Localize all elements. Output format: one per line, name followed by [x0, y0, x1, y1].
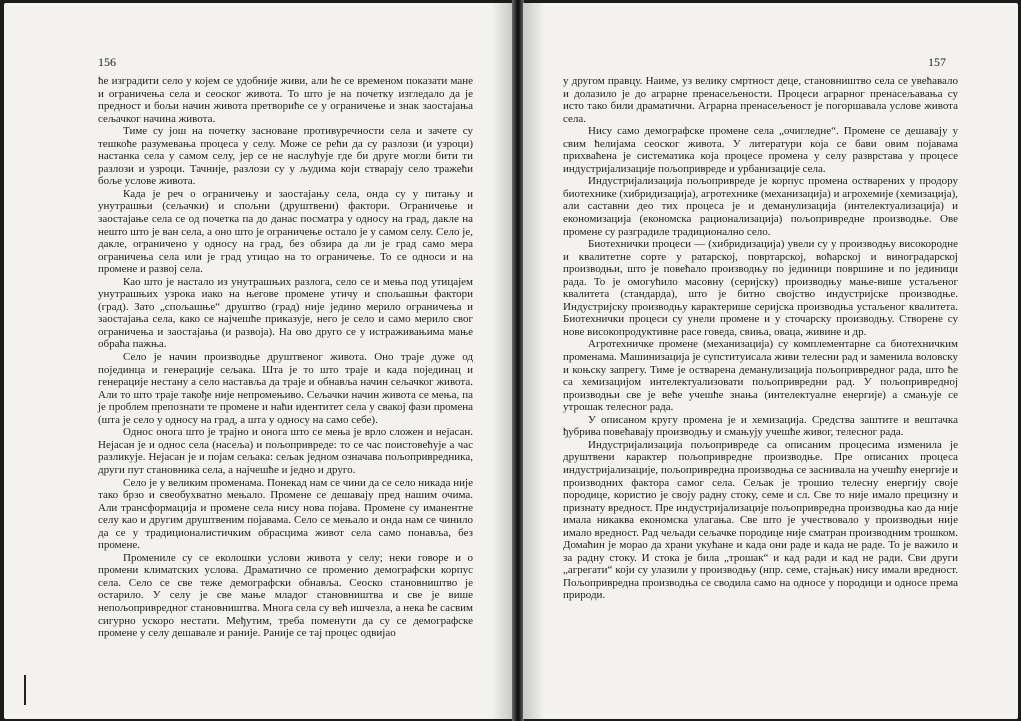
margin-mark	[24, 675, 26, 705]
paragraph: Однос онога што је трајно и онога што се мења је врло сложен и нејасан. Нејасан је и однос села (насеља) и пољопривреде: то се час поистовећује а час разликује. Нејасан је и појам сељака: сељак једном означава пољопривредника, други пут становника села, а најчешће и једно и друго.	[98, 426, 473, 476]
paragraph: Биотехнички процеси — (хибридизација) увели су у производњу високородне и квалитетне сорте у ратарској, повртарској, воћарској и виноградарској производњи, што је повећало производњу по јединици површине и по јединици рада. То је омогућило масовну (серијску) производњу мање-више устаљеног квалитета (стандарда), што је битно својство индустријске производње. Индустријску производњу карактерише серијска производња устаљеног квалитета. Биотехнички процеси су унели промене и у сточарску производњу. Створене су нове високопродуктивне расе говеда, свиња, оваца, живине и др.	[563, 238, 958, 338]
paragraph: Агротехничке промене (механизација) су комплементарне са биотехничким променама. Машинизација је супституисала живи телесни рад и заменила воловску и коњску запрегу. Тиме је остварена деманулизација пољопривредног рада, што ће са хемизацијом интелектуализовати пољопривредни рад. У пољопривредној производњи све је веће учешће знања (интелектуалне енергије) а смањује се утрошак телесног рада.	[563, 338, 958, 414]
paragraph: Када је реч о ограничењу и заостајању села, онда су у питању и унутрашњи (сељачки) и спољни (друштвени) фактори. Ограничење и заостајање села се од почетка па до данас посматра у односу на град, дакле на нешто што је ван села, а оно што је ограничење остало је у самом селу. Село је, дакле, ограничено у односу на град, без обзира да ли је град само мера ограничења села или је град утицао на то ограничење. То се односи и на промене и развој села.	[98, 187, 473, 276]
paragraph: У описаном кругу промена је и хемизација. Средства заштите и вештачка ђубрива повећавају производњу и смањују учешће живог, телесног рада.	[563, 413, 958, 439]
paragraph: Индустријализација пољопривреде је корпус промена остварених у продору биотехнике (хибридизација), агротехнике (механизација) и агрохемије (хемизација), али саставни део тих процеса је и деманулизација (интелектуализација) и економизација (економска рационализација) пољопривредне производње. Ове промене су разградиле традиционално село.	[563, 175, 958, 238]
paragraph: Нису само демографске промене села „очигледне“. Промене се дешавају у свим ћелијама сеоског живота. У литератури која се бави овим појавама прихваћена је систематика која процесе промена у селу разврстава у процесе индустријализације пољопривреде и урбанизације села.	[563, 125, 958, 175]
paragraph: ће изградити село у којем се удобније живи, али ће се временом показати мане и ограничења села и сеоског живота. То што је на почетку изгледало да је предност и бољи начин живота претвориће се у ограничење и знак заостајања сељачког начина живота.	[98, 75, 473, 125]
paragraph: Село је начин производње друштвеног живота. Оно траје дуже од појединца и генерације сељака. Шта је то што траје и када појединац и генерације нестану а село наставља да траје и обнавља начин сељачког живота. Али то што траје такође није непромењиво. Сељачки начин живота се мења, па је проблем препознати те промене и наћи идентитет села у свакој фази промена (шта је село у односу на град, а шта у односу на само себе).	[98, 351, 473, 426]
page-number: 156	[98, 55, 116, 69]
paragraph: Тиме су још на почетку засноване противуречности села и зачете су тешкоће разумевања процеса у селу. Може се рећи да су разлози (и узроци) настанка села у самом селу, јер се не наслућује где би друге могли бити ти разлози и узроци. Тачније, разлози су у људима који стварају село тражећи боље услове живота.	[98, 125, 473, 188]
paragraph: Индустријализација пољопривреде са описаним процесима изменила је друштвени карактер пољопривредне производње. Пре описаних процеса индустријализације, пољопривредна производња се заснивала на учешћу енергије и производних фактора самог села. Сељак је трошио телесну енергију своје породице, користио је своју радну стоку, семе и сл. Све то није имало прецизну и признату вредност. Пре индустријализације пољопривредна производња као да није имала никаква економска улагања. Све што је учествовало у производњи није имало вредност. Рад чељади сељачке породице није сматран производним трошком. Домаћин је морао да храни укућане и када они раде и када не раде. То је важило и за радну стоку. И стока је била „трошак“ и кад ради и кад не ради. Сви други „агрегати“ који су улазили у производњу (нпр. семе, стајњак) нису имали вредност. Пољопривредна производња се сводила само на односе у породици и односе према природи.	[563, 438, 958, 602]
paragraph: Село је у великим променама. Понекад нам се чини да се село никада није тако брзо и свеобухватно мењало. Промене се дешавају пред нашим очима. Али трансформација и промене села нису нова појава. Промене су иманентне селу као и другим друштвеним појавама. Село се мењало и онда нам се чинило да се у традиционалистичким обрасцима живот села само понавља, без промене.	[98, 476, 473, 552]
paragraph: Као што је настало из унутрашњих разлога, село се и мења под утицајем унутрашњих узрока иако на његове промене утичу и спољашњи фактори (град). Зато „спољашње“ друштво (град) није једино мерило ограничења и заостајања села, како се најчешће приказује, него је село и само мерило свог ограничења и заостајања (и развоја). На ово друго се у истраживањима мање обраћа пажња.	[98, 275, 473, 351]
right-page	[523, 3, 1018, 719]
paragraph: Промениле су се еколошки услови живота у селу; неки говоре и о промени климатских услова. Драматично се променио демографски корпус села. Село се све теже демографски обнавља. Сеоско становништво је остарило. У селу је све мање младог становништва и све је више непољопривредног становништва. Многа села су већ ишчезла, а нека ће сасвим сигурно ускоро нестати. Међутим, треба поменути да су се демографске промене у селу дешавале и раније. Раније се тај процес одвијао	[98, 551, 473, 640]
page-body	[98, 75, 473, 640]
page-number: 157	[928, 55, 946, 69]
paragraph: у другом правцу. Наиме, уз велику смртност деце, становништво села се увећавало и долазило је до аграрне пренасељености. Процеси аграрног пренасељавања су исто тако били драматични. Аграрна пренасељеност је погоршавала услове живота села.	[563, 75, 958, 125]
page-body	[563, 75, 958, 602]
left-page	[4, 3, 513, 719]
